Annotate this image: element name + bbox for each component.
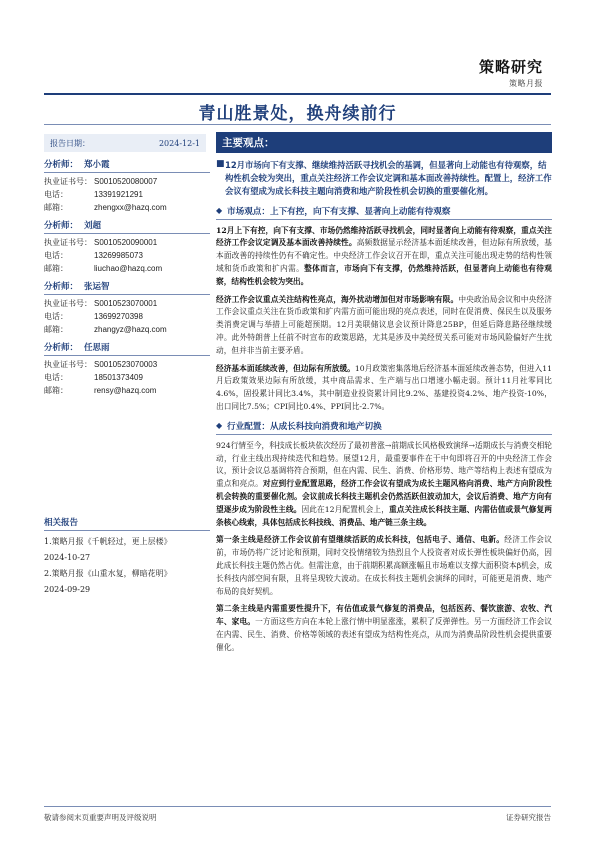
related-report-link[interactable]: 2.策略月报《山重水复，柳暗花明》 [44,569,172,578]
bullet-icon: ■ [216,159,225,169]
analyst-role: 分析师： [44,159,79,169]
paragraph [216,440,552,530]
related-reports [44,516,210,598]
email-label: 邮箱： [44,264,68,273]
analyst-sidebar [44,158,210,402]
subsection-heading [216,205,552,220]
report-type-title: 策略研究 [478,58,543,76]
main-content [216,131,552,655]
title-divider [44,124,551,125]
paragraph [216,534,552,598]
paragraph [216,225,552,289]
cert-number: S0010520080007 [94,177,158,186]
phone-number: 13391921291 [94,190,143,199]
paragraph [216,603,552,654]
report-date-label: 报告日期： [50,138,90,148]
paragraph-emphasis: 整体而言，市场向下有支撑，仍然维持活跃，但显著向上动能也有待观察，结构性机会较为突出。 [216,264,552,286]
phone-number: 13269985073 [94,251,143,260]
paragraph-body: 一方面这些方向在本轮上涨行情中明显涨涨，累积了反弹弹性。另一方面经济工作会议在内需、民生、消费、价格等领域的表述有望成为结构性亮点，从而为消费品阶段性机会提供重要催化。 [216,617,552,652]
page-footer [44,812,551,823]
phone-label: 电话： [44,312,68,321]
paragraph-lead: 经济工作会议重点关注结构性亮点，海外扰动增加但对市场影响有限。 [216,294,459,304]
paragraph-lead: 第一条主线是经济工作会议前有望继续活跃的成长科技，包括电子、通信、电新。 [216,535,505,545]
subsection-heading [216,420,552,435]
cert-label: 执业证书号： [44,299,92,308]
email-label: 邮箱： [44,325,68,334]
main-title: 青山胜景处，换舟续前行 [198,104,397,124]
related-report-date: 2024-10-27 [44,553,91,562]
phone-number: 13699270398 [94,312,143,321]
related-report-date: 2024-09-29 [44,585,91,594]
cert-number: S0010520090001 [94,238,158,247]
report-subtype: 策略月报 [509,79,543,88]
paragraph [216,363,552,414]
email-link[interactable]: zhangyz@hazq.com [94,325,167,334]
analyst-card [44,280,210,336]
paragraph-body: 924行情至今，科技成长板块依次经历了最初普涨→前期成长风格极致演绎→适期成长与消费交相轮动，行业主线出现持续迭代和趋势。展望12月，最重要事件在于中旬即将召开的中央经济工作会议，预计会议总基调将符合预期，但在内需、民生、消费、价格形势、地产等结构上表述有望成为重点和亮点。 [216,440,552,489]
email-link[interactable]: zhengxx@hazq.com [94,203,167,212]
email-label: 邮箱： [44,203,68,212]
cert-label: 执业证书号： [44,360,92,369]
analyst-name: 张运智 [84,281,110,291]
report-date-value: 2024-12-1 [158,138,200,148]
paragraph-body: 10月政策密集落地后经济基本面延续改善态势，但进入11月后政策效果边际有所放缓，其中商品需求、生产端与出口增速小幅走弱。预计11月社零同比4.6%，固投累计同比3.4%，其中制造业投资累计同比9.2%、基建投资4.2%、地产投资-10%，出口同比7.5%；CPI同比0.4%、PPI同比-2.7%。 [216,363,552,411]
paragraph-body: 中央政治局会议和中央经济工作会议重点关注在货币政策和扩内需方面可能出现的亮点表述，同时在促消费、保民生以及服务类消费定调与举措上可能超预期。12月美联储议息会议预计降息25BP，但延后降息路径继续缓冲。此外特朗普上任前不时宣布的政策思路，尤其是涉及中美经贸关系可能对市场风险偏好产生扰动，但并非当前主要矛盾。 [216,294,552,355]
related-report-link[interactable]: 1.策略月报《千帆轻过，更上层楼》 [44,537,172,546]
cert-label: 执业证书号： [44,238,92,247]
key-point [216,159,552,199]
analyst-card [44,158,210,214]
analyst-name: 刘超 [84,220,102,230]
report-date-box [44,134,206,152]
related-reports-heading: 相关报告 [44,516,210,531]
paragraph [216,294,552,358]
subsection-heading-text: 市场观点：上下有控，向下有支撑、显著向上动能有待观察 [227,206,451,217]
paragraph-body: 因此在12月配置机会上， [301,504,389,514]
subsection-heading-text: 行业配置：从成长科技向消费和地产切换 [227,421,382,432]
paragraph-lead: 12月上下有控，向下有支撑、市场仍然维持活跃寻找机会，同时显著向上动能有待观察，重点关注经济工作会议定调及基本面改善持续性。 [216,225,552,248]
analyst-card [44,341,210,397]
paragraph-lead: 经济基本面延续改善，但边际有所放缓。 [216,363,355,373]
phone-label: 电话： [44,251,68,260]
header-divider [44,93,551,95]
section-heading-main-points: 主要观点： [216,132,552,153]
phone-label: 电话： [44,190,68,199]
analyst-role: 分析师： [44,281,79,291]
analyst-name: 任思雨 [84,342,110,352]
footer-divider [44,806,551,807]
cert-label: 执业证书号： [44,177,92,186]
email-link[interactable]: rensy@hazq.com [94,386,157,395]
analyst-role: 分析师： [44,342,79,352]
footer-report-type: 证券研究报告 [506,813,551,822]
cert-number: S0010523070003 [94,360,158,369]
page-header [44,56,551,92]
analyst-name: 郑小霞 [84,159,110,169]
phone-number: 18501373409 [94,373,143,382]
analyst-role: 分析师： [44,220,79,230]
paragraph-emphasis: 重点关注成长科技主题、内需估值或景气修复两条核心线索，具体包括成长科技线、消费品、地产链三条主线。 [216,504,552,527]
paragraph-emphasis: 对应到行业配置思路，经济工作会议有望成为成长主题风格向消费、地产方向阶段性机会转换的重要催化剂。会议前成长科技主题机会仍然活跃但波动加大，会议后消费、地产方向有望逐步成为阶段性主线。 [216,479,552,514]
paragraph-body: 高频数据显示经济基本面延续改善，但边际有所放缓，基本面改善的持续性仍有不确定性。中央经济工作会议召开在即，重点关注可能出现走势的结构性领域和货币政策和扩内需。 [216,238,552,273]
phone-label: 电话： [44,373,68,382]
key-point-text: 12月市场向下有支撑、继续维持活跃寻找机会的基调，但显著向上动能也有待观察，结构性机会较为突出，重点关注经济工作会议定调和基本面改善持续性。配置上，经济工作会议有望成为成长科技主题向消费和地产阶段性机会切换的重要催化剂。 [225,160,552,197]
diamond-bullet-icon: ◆ [216,206,223,216]
cert-number: S0010523070001 [94,299,158,308]
email-label: 邮箱： [44,386,68,395]
diamond-bullet-icon: ◆ [216,421,223,431]
analyst-card [44,219,210,275]
email-link[interactable]: liuchao@hazq.com [94,264,163,273]
paragraph-body: 经济工作会议前，市场仍将广泛讨论和预期，同时交投情绪较为热烈且个人投资者对成长弹性板块偏好仍高，因此成长科技主题仍然占优。但需注意，由于前期积累高额涨幅且市场难以支撑大面积资本β机会，成长科技内部空间有限，且将呈现较大波动。在成长科技主题机会演绎的同时，可能更是消费、地产布局的良好契机。 [216,535,552,596]
paragraph-lead: 第二条主线是内需重要性提升下，有估值或景气修复的消费品，包括医药、餐饮旅游、农牧、汽车、家电。 [216,604,552,627]
footer-disclaimer-link[interactable]: 敬请参阅末页重要声明及评级说明 [44,813,157,822]
